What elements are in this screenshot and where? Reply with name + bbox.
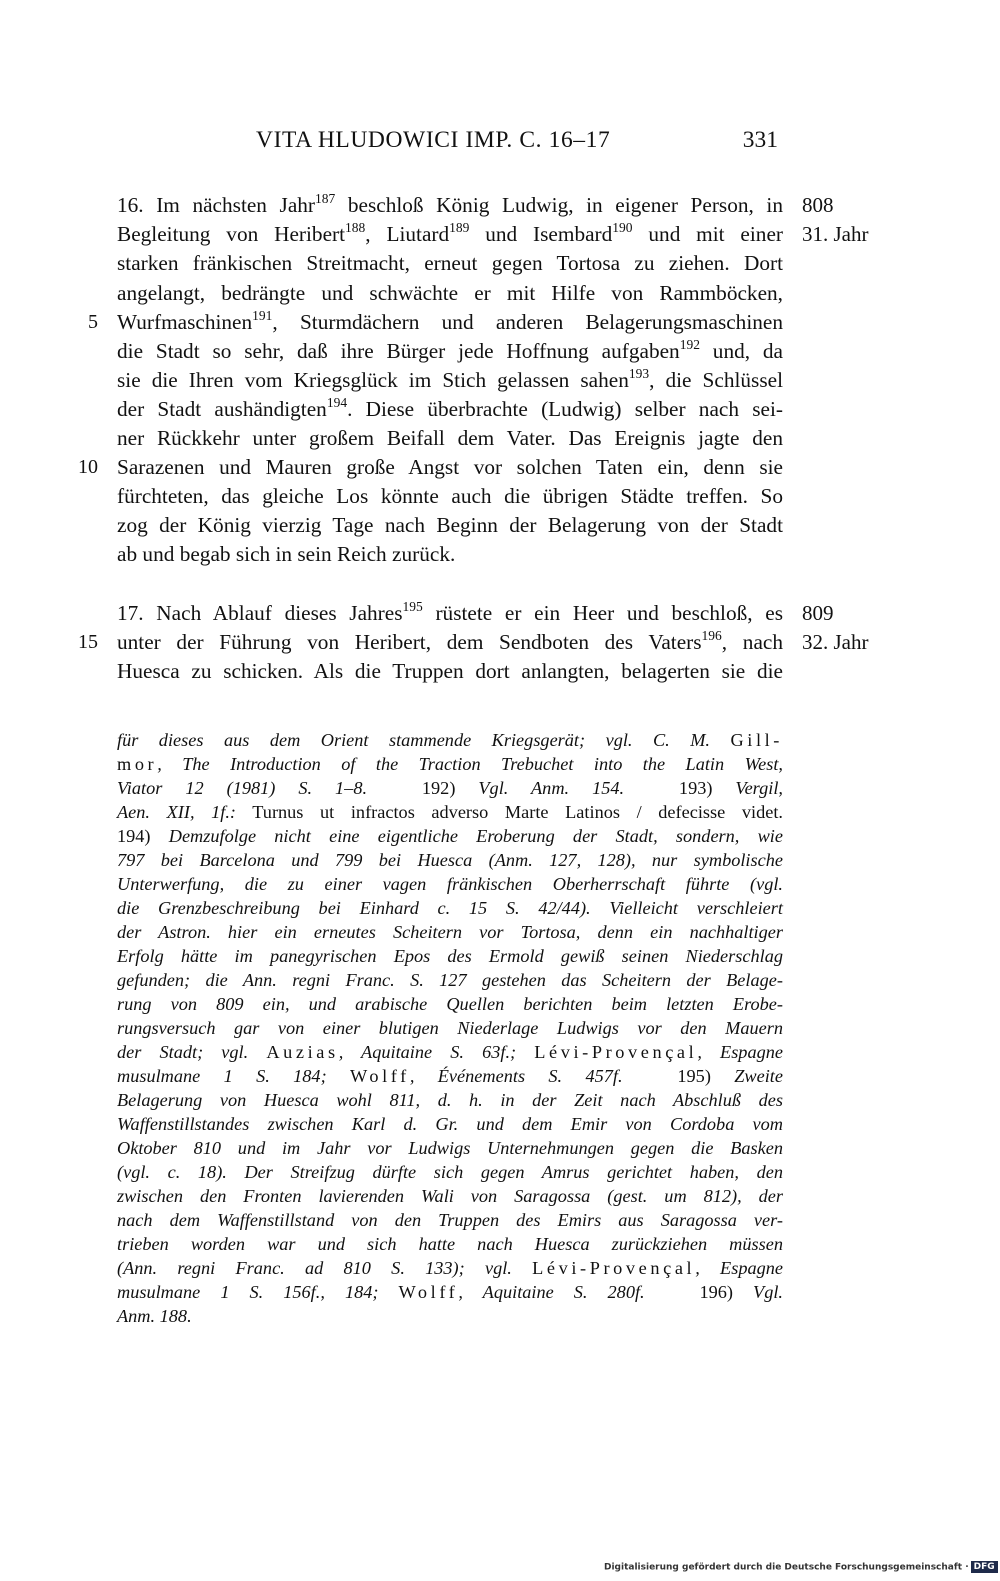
quotation: Turnus ut infractos adverso Marte Latinos / defecisse videt. bbox=[236, 802, 783, 822]
footnote-line: für dieses aus dem Orient stammende Kriegsgerät; vgl. C. M. Gill- bbox=[117, 730, 783, 750]
footnote-number: 194) bbox=[117, 826, 151, 846]
author-name: Auzias bbox=[266, 1042, 339, 1062]
text-line: der Stadt aushändigten$^{194}$. Diese überbrachte (Ludwig) selber nach sei- bbox=[117, 395, 783, 421]
running-header bbox=[218, 127, 780, 161]
footnote-line: der Astron. hier ein erneutes Scheitern vor Tortosa, denn ein nachhaltiger bbox=[117, 922, 783, 942]
footnote-line: Aen. XII, 1f.: Turnus ut infractos adverso Marte Latinos / defecisse videt. bbox=[117, 802, 783, 822]
text-line: 17. Nach Ablauf dieses Jahres$^{195}$ rüstete er ein Heer und beschloß, es bbox=[117, 599, 783, 625]
text-line: Begleitung von Heribert$^{188}$, Liutard$^{189}$ und Isembard$^{190}$ und mit einer bbox=[117, 220, 783, 246]
footnote-line: der Stadt; vgl. Auzias, Aquitaine S. 63f.; Lévi-Provençal, Espagne bbox=[117, 1042, 783, 1062]
footnote-ref: 194 bbox=[326, 395, 348, 410]
text-line: zog der König vierzig Tage nach Beginn der Belagerung von der Stadt bbox=[117, 513, 783, 537]
digitization-credit bbox=[604, 1561, 998, 1573]
footnote-line: Unterwerfung, die zu einer vagen fränkischen Oberherrschaft führte (vgl. bbox=[117, 874, 783, 894]
footnote-line: Erfolg hätte im panegyrischen Epos des Ermold gewiß seinen Niederschlag bbox=[117, 946, 783, 966]
footnote-line: Waffenstillstandes zwischen Karl d. Gr. und dem Emir von Cordoba vom bbox=[117, 1114, 783, 1134]
text-line: Wurfmaschinen$^{191}$, Sturmdächern und anderen Belagerungsmaschinen bbox=[117, 308, 783, 334]
footnote-line: 797 bei Barcelona und 799 bei Huesca (Anm. 127, 128), nur symbolische bbox=[117, 850, 783, 870]
author-name: mor bbox=[117, 754, 158, 774]
footnote-ref: 193 bbox=[628, 366, 650, 381]
author-name: Lévi-Provençal bbox=[532, 1258, 696, 1278]
line-number: 10 bbox=[78, 456, 98, 478]
footnote-line: gefunden; die Ann. regni Franc. S. 127 gestehen das Scheitern der Belage- bbox=[117, 970, 783, 990]
text-line: ner Rückkehr unter großem Beifall dem Vater. Das Ereignis jagte den bbox=[117, 426, 783, 450]
footnote-ref: 189 bbox=[449, 220, 470, 235]
footnote-number: 195) bbox=[677, 1066, 711, 1086]
footnote-ref: 196 bbox=[701, 628, 722, 643]
text-line: die Stadt so sehr, daß ihre Bürger jede Hoffnung aufgaben$^{192}$ und, da bbox=[117, 337, 783, 363]
text-line: starken fränkischen Streitmacht, erneut gegen Tortosa zu ziehen. Dort bbox=[117, 251, 783, 275]
footnote-number: 192) bbox=[421, 778, 456, 798]
text-line: sie die Ihren vom Kriegsglück im Stich gelassen sahen$^{193}$, die Schlüssel bbox=[117, 366, 784, 392]
footnote-line: Belagerung von Huesca wohl 811, d. h. in der Zeit nach Abschluß des bbox=[117, 1090, 783, 1110]
footnote-line: nach dem Waffenstillstand von den Truppen des Emirs aus Saragossa ver- bbox=[117, 1210, 783, 1230]
footnote-line: Anm. 188. bbox=[117, 1306, 192, 1326]
footnote-line: Oktober 810 und im Jahr vor Ludwigs Unternehmungen gegen die Basken bbox=[117, 1138, 783, 1158]
footnote-line: (vgl. c. 18). Der Streifzug dürfte sich gegen Amrus gerichtet haben, den bbox=[117, 1162, 783, 1182]
credit-text: Digitalisierung gefördert durch die Deutsche Forschungsgemeinschaft · bbox=[604, 1562, 969, 1573]
footnote-ref: 188 bbox=[345, 220, 366, 235]
text-line: angelangt, bedrängte und schwächte er mit Hilfe von Rammböcken, bbox=[117, 281, 783, 305]
footnote-line: musulmane 1 S. 156f., 184; Wolff, Aquitaine S. 280f. 196) Vgl. bbox=[117, 1282, 783, 1302]
footnote-line: rung von 809 ein, und arabische Quellen berichten beim letzten Erobe- bbox=[117, 994, 783, 1014]
text-line: fürchteten, das gleiche Los könnte auch die übrigen Städte treffen. So bbox=[117, 484, 783, 508]
footnote-line: die Grenzbeschreibung bei Einhard c. 15 S. 42/44). Vielleicht verschleiert bbox=[117, 898, 783, 918]
margin-year: 808 bbox=[802, 193, 834, 217]
footnote-line: 194) Demzufolge nicht eine eigentliche Eroberung der Stadt, sondern, wie bbox=[117, 826, 783, 846]
text-line: Sarazenen und Mauren große Angst vor solchen Taten ein, denn sie bbox=[117, 455, 783, 479]
footnote-number: 196) bbox=[699, 1282, 733, 1302]
footnote-line: mor, The Introduction of the Traction Trebuchet into the Latin West, bbox=[117, 754, 783, 774]
margin-year: 809 bbox=[802, 601, 834, 625]
author-name: Wolff bbox=[398, 1282, 459, 1302]
footnote-line: zwischen den Fronten lavierenden Wali von Saragossa (gest. um 812), der bbox=[117, 1186, 783, 1206]
footnote-line: (Ann. regni Franc. ad 810 S. 133); vgl. Lévi-Provençal, Espagne bbox=[117, 1258, 783, 1278]
footnote-line: musulmane 1 S. 184; Wolff, Événements S. 457f. 195) Zweite bbox=[117, 1066, 783, 1086]
footnote-line: trieben worden war und sich hatte nach Huesca zurückziehen müssen bbox=[117, 1234, 783, 1254]
footnote-line: rungsversuch gar von einer blutigen Niederlage Ludwigs vor den Mauern bbox=[117, 1018, 783, 1038]
footnote-number: 193) bbox=[678, 778, 713, 798]
line-number: 5 bbox=[88, 311, 98, 333]
line-number: 15 bbox=[78, 631, 98, 653]
author-name: Lévi-Provençal bbox=[534, 1042, 698, 1062]
footnote-ref: 190 bbox=[612, 220, 633, 235]
page-number: 331 bbox=[742, 127, 778, 153]
footnote-ref: 187 bbox=[315, 191, 336, 206]
text-line: ab und begab sich in sein Reich zurück. bbox=[117, 542, 456, 566]
footnote-ref: 195 bbox=[402, 599, 423, 614]
margin-regnal-year: 32. Jahr bbox=[802, 630, 869, 654]
footnote-ref: 191 bbox=[252, 308, 273, 323]
footnote-ref: 192 bbox=[679, 337, 700, 352]
author-name: Wolff bbox=[350, 1066, 410, 1086]
text-line: 16. Im nächsten Jahr$^{187}$ beschloß König Ludwig, in eigener Person, in bbox=[117, 191, 783, 217]
text-line: unter der Führung von Heribert, dem Sendboten des Vaters$^{196}$, nach bbox=[117, 628, 783, 654]
margin-regnal-year: 31. Jahr bbox=[802, 222, 869, 246]
author-name: Gill- bbox=[730, 730, 783, 750]
dfg-logo: DFG bbox=[971, 1561, 998, 1573]
running-title: VITA HLUDOWICI IMP. C. 16–17 bbox=[256, 127, 611, 153]
footnote-line: Viator 12 (1981) S. 1–8. 192) Vgl. Anm. 154. 193) Vergil, bbox=[117, 778, 783, 798]
text-line: Huesca zu schicken. Als die Truppen dort anlangten, belagerten sie die bbox=[117, 659, 783, 683]
